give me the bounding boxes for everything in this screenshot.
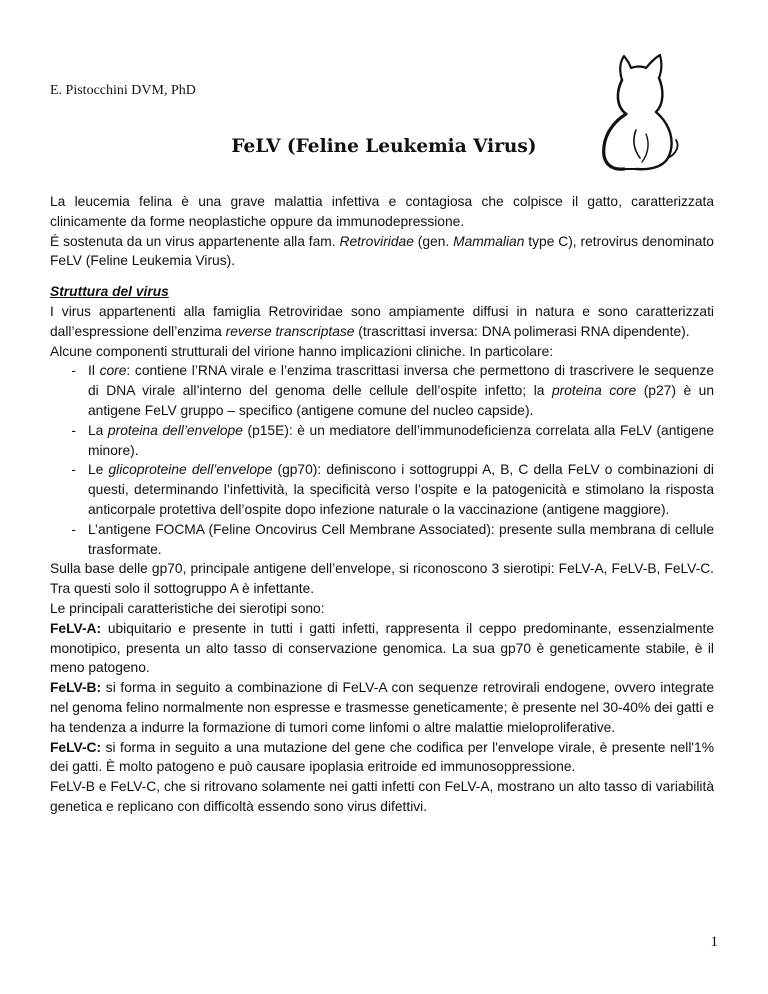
section-paragraph-1: I virus appartenenti alla famiglia Retroviridae sono ampiamente diffusi in natura e sono caratterizzati dall’espressione dell’enzima reverse transcriptase (trascrittasi inversa: DNA polimerasi RNA dipendente). bbox=[50, 303, 714, 339]
document-title: FeLV (Feline Leukemia Virus) bbox=[231, 136, 537, 157]
section-heading: Struttura del virus bbox=[50, 284, 169, 300]
cat-logo-icon bbox=[572, 48, 682, 176]
page-number: 1 bbox=[710, 934, 718, 950]
serotype-felv-a: FeLV-A: ubiquitario e presente in tutti i gatti infetti, rappresenta il ceppo predominante, essenzialmente monotipico, presenta un alto tasso di conservazione genomica. La sua gp70 è geneticamente stabile, è il meno patogeno. bbox=[50, 620, 714, 676]
serotype-felv-b: FeLV-B: si forma in seguito a combinazione di FeLV-A con sequenze retrovirali endogene, ovvero integrate nel genoma felino normalmente non espresse e trasmesse geneticamente; è presente nel 30-40% dei gatti e ha tendenza a indurre la formazione di tumori come linfomi o altre malattie mieloproliferative. bbox=[50, 680, 714, 735]
list-item: - Il core: contiene l’RNA virale e l’enzima trascrittasi inversa che permettono di trascrivere le sequenze di DNA virale all’interno del genoma delle cellule dell’ospite infetto; la proteina core (p27) è un antigene FeLV gruppo – specifico (antigene comune del nucleo capside). bbox=[71, 363, 714, 418]
list-item: - Le glicoproteine dell’envelope (gp70): definiscono i sottogruppi A, B, C della FeLV o combinazioni di questi, determinando l’infettività, la specificità verso l’ospite e la patogenicità e stimolano la risposta anticorpale protettiva dell’ospite dopo infezione naturale o la vaccinazione (antigene maggiore). bbox=[71, 462, 714, 517]
document-body bbox=[50, 192, 714, 817]
section-paragraph-3: Sulla base delle gp70, principale antigene dell’envelope, si riconoscono 3 sierotipi: FeLV-A, FeLV-B, FeLV-C. Tra questi solo il sottogruppo A è infettante. bbox=[50, 561, 714, 597]
section-paragraph-2: Alcune componenti strutturali del virione hanno implicazioni cliniche. In particolare: bbox=[50, 343, 554, 359]
list-item: - L’antigene FOCMA (Feline Oncovirus Cell Membrane Associated): presente sulla membrana di cellule trasformate. bbox=[71, 521, 714, 557]
intro-paragraph-1: La leucemia felina è una grave malattia infettiva e contagiosa che colpisce il gatto, caratterizzata clinicamente da forme neoplastiche oppure da immunodepressione. bbox=[50, 194, 714, 229]
intro-paragraph-2: É sostenuta da un virus appartenente alla fam. Retroviridae (gen. Mammalian type C), retrovirus denominato FeLV (Feline Leukemia Virus). bbox=[50, 233, 714, 269]
section-paragraph-4: Le principali caratteristiche dei sierotipi sono: bbox=[50, 600, 325, 616]
serotype-felv-c: FeLV-C: si forma in seguito a una mutazione del gene che codifica per l'envelope virale, è presente nell'1% dei gatti. È molto patogeno e può causare ipoplasia eritroide ed immunosoppressione. bbox=[50, 739, 714, 775]
author-line: E. Pistocchini DVM, PhD bbox=[50, 83, 196, 98]
list-item: - La proteina dell’envelope (p15E): è un mediatore dell’immunodeficienza correlata alla FeLV (antigene minore). bbox=[71, 422, 714, 458]
section-paragraph-5: FeLV-B e FeLV-C, che si ritrovano solamente nei gatti infetti con FeLV-A, mostrano un alto tasso di variabilità genetica e replicano con difficoltà essendo sono virus difettivi. bbox=[50, 779, 714, 814]
